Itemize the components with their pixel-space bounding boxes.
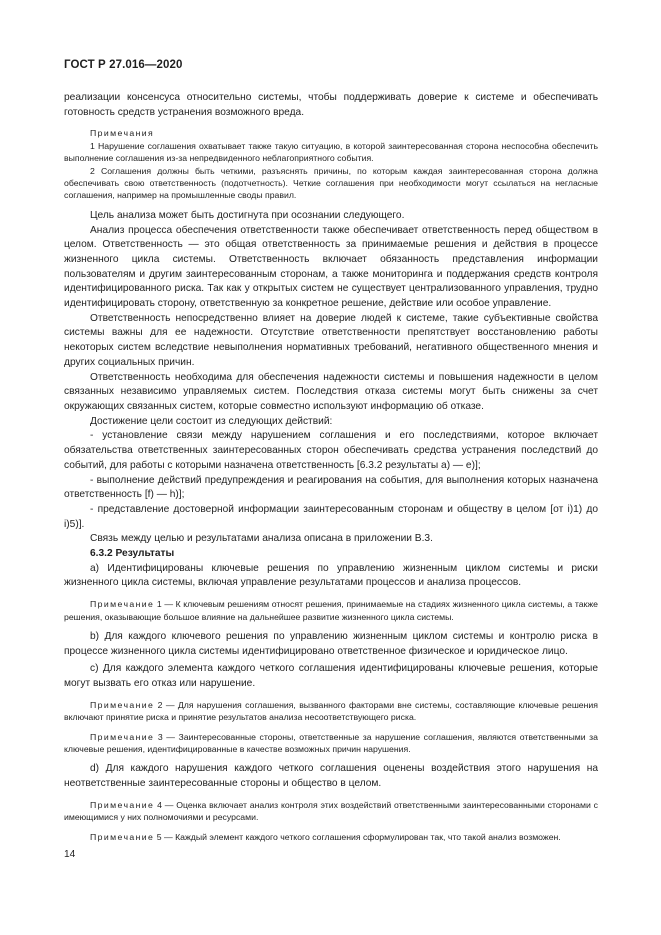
note-label: Примечание — [90, 731, 155, 742]
note-1: 1 Нарушение соглашения охватывает также такую ситуацию, в которой заинтересованная сторона неспособна обеспечить выполнение соглашения из-за непредвиденного неблагоприятного события. — [64, 140, 598, 164]
note-text: 4 — Оценка включает анализ контроля этих воздействий ответственными заинтересованными сторонами с имеющимися у них полномочиями и ресурсами. — [64, 799, 598, 823]
result-c: с) Для каждого элемента каждого четкого соглашения идентифицированы ключевые решения, которые могут вызвать его отказ или нарушение. — [64, 663, 598, 690]
list-item: - представление достоверной информации заинтересованным сторонам и обществу в целом [от i)1) до i)5)]. — [64, 503, 598, 530]
note-label: Примечание — [90, 599, 155, 610]
paragraph: Ответственность непосредственно влияет на доверие людей к системе, такие субъективные свойства системы важны для ее надежности. Отсутствие ответственности препятствует восстановлению работы некоторых систем вследствие невыполнения нормативных требований, негативного общественного мнения и других социальных причин. — [64, 312, 598, 368]
paragraph: Цель анализа может быть достигнута при осознании следующего. — [90, 209, 405, 221]
note-result-4 — [64, 799, 598, 824]
result-b: b) Для каждого ключевого решения по управлению жизненным циклом системы и контролю риска в процессе жизненного цикла системы идентифицировано ответственное физическое и юридическое лицо. — [64, 630, 598, 657]
list-item: - выполнение действий предупреждения и реагирования на события, для выполнения которых назначена ответственность [f) — h)]; — [64, 474, 598, 501]
note-result-2 — [64, 699, 598, 724]
note-label: Примечание — [90, 799, 155, 810]
paragraph: реализации консенсуса относительно системы, чтобы поддерживать доверие к системе и обеспечивать готовность средств устранения возможного вреда. — [64, 92, 598, 118]
list-item: - установление связи между нарушением соглашения и его последствиями, которое включает обязательства ответственных заинтересованных сторон обеспечивать средства устранения последствий до событий, для работы с которыми назначена ответственность [6.3.2 результаты а) — е)]; — [64, 430, 598, 471]
note-label: Примечание — [90, 699, 155, 710]
result-d: d) Для каждого нарушения каждого четкого соглашения оценены воздействия этого нарушения на неответственные заинтересованные стороны и общество в целом. — [64, 763, 598, 790]
document-body — [64, 91, 598, 843]
note-result-1 — [64, 598, 598, 623]
paragraph: Связь между целью и результатами анализа описана в приложении В.3. — [90, 533, 433, 545]
note-result-3 — [64, 731, 598, 756]
note-text: 3 — Заинтересованные стороны, ответственные за нарушение соглашения, являются ответственными за ключевые решения, идентифицированные в качестве возможных причин нарушения. — [64, 731, 598, 754]
paragraph: Достижение цели состоит из следующих действий: — [90, 415, 333, 427]
section-heading: 6.3.2 Результаты — [90, 548, 175, 560]
note-2: 2 Соглашения должны быть четкими, разъяснять причины, по которым каждая заинтересованная сторона должна обеспечивать свою ответственность (подотчетность). Четкие соглашения при необходимости могут ссылаться на негласные соглашения, например на промышленные своды правил. — [64, 165, 598, 201]
paragraph: Анализ процесса обеспечения ответственности также обеспечивает ответственность перед обществом в целом. Ответственность — это общая ответственность за принимаемые решения и действия в процессе жизненного цикла системы. Ответственность включает обязанность представления информации пользователям и другим заинтересованным сторонам, а также мониторинга и поддержания средств контроля идентифицированного риска. Так как у открытых систем не существует централизованного управления, трудно идентифицировать сторону, ответственную за конкретное решение, действие или особое управление. — [64, 224, 598, 310]
note-text: 2 — Для нарушения соглашения, вызванного факторами вне системы, составляющие ключевые решения включают принятие риска и принятие результатов анализа несоответствующего риска. — [64, 699, 598, 723]
paragraph: Ответственность необходима для обеспечения надежности системы и повышения надежности в целом связанных независимо управляемых систем. Последствия отказа системы могут быть снижены за счет окружающих связанных систем, которые совместно используют информацию об отказе. — [64, 371, 598, 412]
note-result-5 — [64, 831, 598, 843]
notes-heading: Примечания — [90, 128, 155, 139]
note-label: Примечание — [90, 831, 155, 842]
page-number: 14 — [64, 849, 76, 860]
result-a: а) Идентифицированы ключевые решения по управлению жизненным циклом системы и риски жизненного цикла системы, включая управление результатами процессов и анализа процессов. — [64, 562, 598, 589]
note-text: 1 — К ключевым решениям относят решения, принимаемые на стадиях жизненного цикла системы, а также решения, оказывающие большое влияние на дальнейшее развитие жизненного цикла системы. — [64, 599, 599, 622]
document-header: ГОСТ Р 27.016—2020 — [64, 59, 183, 71]
note-text: 5 — Каждый элемент каждого четкого соглашения сформулирован так, что такой анализ возможен. — [156, 831, 561, 842]
